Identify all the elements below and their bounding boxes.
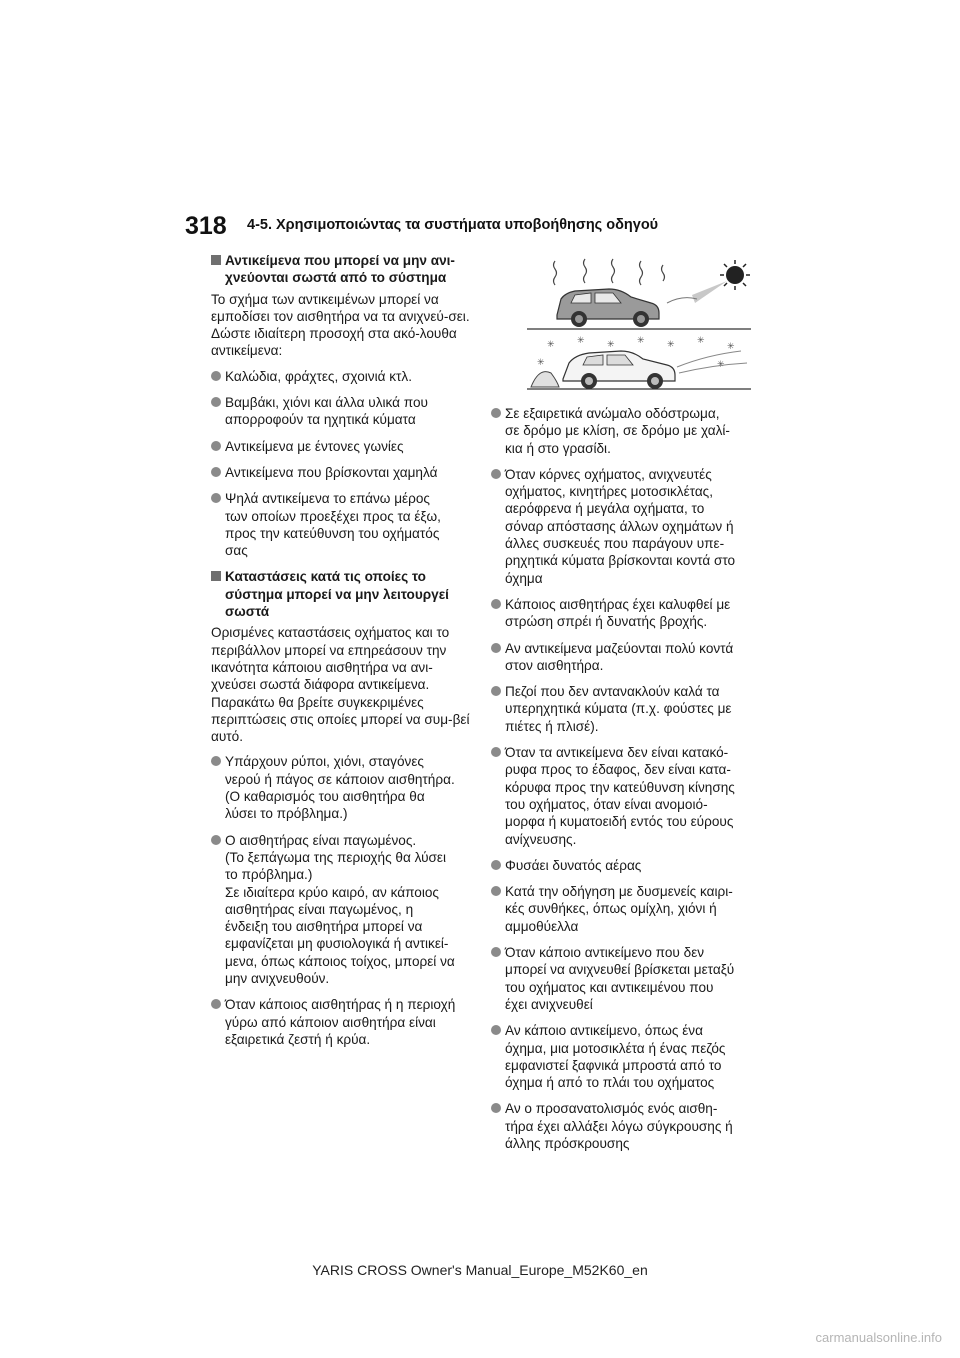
round-bullet-icon [211,397,221,407]
svg-text:✳: ✳ [547,340,555,350]
round-bullet-icon [211,371,221,381]
round-bullet-icon [491,643,501,653]
round-bullet-icon [491,686,501,696]
round-bullet-icon [491,1025,501,1035]
round-bullet-icon [491,408,501,418]
round-bullet-icon [211,467,221,477]
bullet-item [491,857,761,874]
round-bullet-icon [211,441,221,451]
svg-text:✳: ✳ [717,360,725,370]
bullet-item [211,996,476,1048]
bullet-text: Φυσάει δυνατός αέρας [505,857,642,873]
bullet-item [491,1100,761,1152]
heading-text: Καταστάσεις κατά τις οποίες το σύστημα μπορεί να μην λειτουργεί σωστά [225,569,449,620]
bullet-item [491,1022,761,1091]
round-bullet-icon [491,947,501,957]
square-bullet-icon [211,255,221,265]
bullet-text: Υπάρχουν ρύποι, χιόνι, σταγόνες νερού ή πάγος σε κάποιον αισθητήρα. (Ο καθαρισμός του αισθητήρα θα λύσει το πρόβλημα.) [225,754,455,822]
bullet-item [211,490,476,559]
bullet-item [491,596,761,631]
bullet-text: Βαμβάκι, χιόνι και άλλα υλικά που απορροφούν τα ηχητικά κύματα [225,395,428,428]
square-bullet-icon [211,571,221,581]
round-bullet-icon [211,999,221,1009]
bullet-item [211,464,476,481]
bullet-item [211,394,476,429]
bullet-item [491,405,761,457]
svg-text:✳: ✳ [537,358,545,368]
footer-manual-title: YARIS CROSS Owner's Manual_Europe_M52K60_en [312,1262,648,1278]
bullet-item [491,883,761,935]
heading-text: Αντικείμενα που μπορεί να μην ανι- χνεύονται σωστά από το σύστημα [225,253,455,286]
bullet-item [211,438,476,455]
bullet-item [211,832,476,988]
svg-text:✳: ✳ [577,336,585,346]
bullet-text: Αν ο προσανατολισμός ενός αισθη- τήρα έχει αλλάξει λόγω σύγκρουσης ή άλλης πρόσκρουσης [505,1101,733,1151]
round-bullet-icon [211,756,221,766]
sensor-conditions-illustration [517,255,761,395]
left-column [211,252,476,1057]
round-bullet-icon [491,860,501,870]
section-title: 4-5. Χρησιμοποιώντας τα συστήματα υποβοήθησης οδηγού [247,217,659,233]
svg-text:✳: ✳ [637,336,645,346]
heading-malfunction-situations [211,568,476,620]
bullet-item [491,944,761,1013]
svg-text:✳: ✳ [697,336,705,346]
bullet-text: Όταν κάποιος αισθητήρας ή η περιοχή γύρω από κάποιον αισθητήρα είναι εξαιρετικά ζεστή ή κρύα. [225,997,456,1047]
round-bullet-icon [211,493,221,503]
bullet-text: Όταν κόρνες οχήματος, ανιχνευτές οχήματος, κινητήρες μοτοσικλέτας, αερόφρενα ή μεγάλα οχήματα, το σόναρ απόστασης άλλων οχημάτων ή άλλες συσκευές που παράγουν υπε- ρηχητικά κύματα βρίσκονται κοντά στο όχημα [505,466,736,586]
round-bullet-icon [491,599,501,609]
bullet-text: Ψηλά αντικείμενα το επάνω μέρος των οποίων προεξέχει προς τα έξω, προς την κατεύθυνση του οχήματός σας [225,491,441,559]
svg-text:✳: ✳ [667,340,675,350]
page-number: 318 [185,212,227,240]
bullet-item [491,683,761,735]
round-bullet-icon [491,1103,501,1113]
bullet-text: Αν κάποιο αντικείμενο, όπως ένα όχημα, μια μοτοσικλέτα ή ένας πεζός εμφανιστεί ξαφνικά μπροστά από το όχημα ή από το πλάι του οχήματος [505,1023,726,1091]
page-header [185,212,785,252]
bullet-text: Όταν τα αντικείμενα δεν είναι κατακό- ρυφα προς το έδαφος, δεν είναι κατα- κόρυφα προς την κατεύθυνση κίνησης του οχήματος, όταν είναι ανομοιό- μορφα ή κυματοειδή εντός του εύρους ανίχνευσης. [505,745,735,847]
bullet-text: Καλώδια, φράχτες, σχοινιά κτλ. [225,368,412,384]
heading-undetectable-objects [211,252,476,287]
bullet-text: Όταν κάποιο αντικείμενο που δεν μπορεί να ανιχνευθεί βρίσκεται μεταξύ του οχήματος και αντικειμένου που έχει ανιχνευθεί [505,945,735,1012]
bullet-text: Αντικείμενα με έντονες γωνίες [225,438,404,454]
bullet-text: Αν αντικείμενα μαζεύονται πολύ κοντά στον αισθητήρα. [505,640,734,673]
intro-paragraph: Το σχήμα των αντικειμένων μπορεί να εμποδίσει τον αισθητήρα να τα ανιχνεύ-σει. Δώστε ιδιαίτερη προσοχή στα ακό-λουθα αντικείμενα: [211,291,470,359]
bullet-item [491,640,761,675]
round-bullet-icon [491,747,501,757]
bullet-text: Πεζοί που δεν αντανακλούν καλά τα υπερηχητικά κύματα (π.χ. φούστες με πιέτες ή πλισέ). [505,684,732,734]
round-bullet-icon [491,886,501,896]
bullet-text: Αντικείμενα που βρίσκονται χαμηλά [225,464,438,480]
bullet-item [211,368,476,385]
bullet-item [491,466,761,587]
bullet-text: Κάποιος αισθητήρας έχει καλυφθεί με στρώση σπρέι ή δυνατής βροχής. [505,596,731,630]
bullet-item [211,753,476,822]
bullet-text: Σε εξαιρετικά ανώμαλο οδόστρωμα, σε δρόμο με κλίση, σε δρόμο με χαλί- κια ή στο γρασίδι. [505,406,730,456]
situations-paragraph: Ορισμένες καταστάσεις οχήματος και το περιβάλλον μπορεί να επηρεάσουν την ικανότητα κάποιου αισθητήρα να ανι-χνεύσει σωστά διάφορα αντικείμενα. Παρακάτω θα βρείτε συγκεκριμένες περιπτώσεις στις οποίες μπορεί να συμ-βεί αυτό. [211,625,470,745]
round-bullet-icon [211,835,221,845]
bullet-item [491,744,761,848]
watermark: carmanualsonline.info [815,1330,942,1345]
bullet-text: Κατά την οδήγηση με δυσμενείς καιρι- κές συνθήκες, όπως ομίχλη, χιόνι ή αμμοθύελλα [505,884,733,934]
right-column [491,405,761,1161]
svg-text:✳: ✳ [727,342,735,352]
bullet-text: Ο αισθητήρας είναι παγωμένος. (Το ξεπάγωμα της περιοχής θα λύσει το πρόβλημα.) Σε ιδιαίτερα κρύο καιρό, αν κάποιος αισθητήρας είναι παγωμένος, η ένδειξη του αισθητήρα μπορεί να εμφανίζεται μη φυσιολογικά ή αντικεί- μενα, όπως κάποιος τοίχος, μπορεί να μην ανιχνευθούν. [225,832,455,986]
svg-text:✳: ✳ [607,340,615,350]
round-bullet-icon [491,469,501,479]
